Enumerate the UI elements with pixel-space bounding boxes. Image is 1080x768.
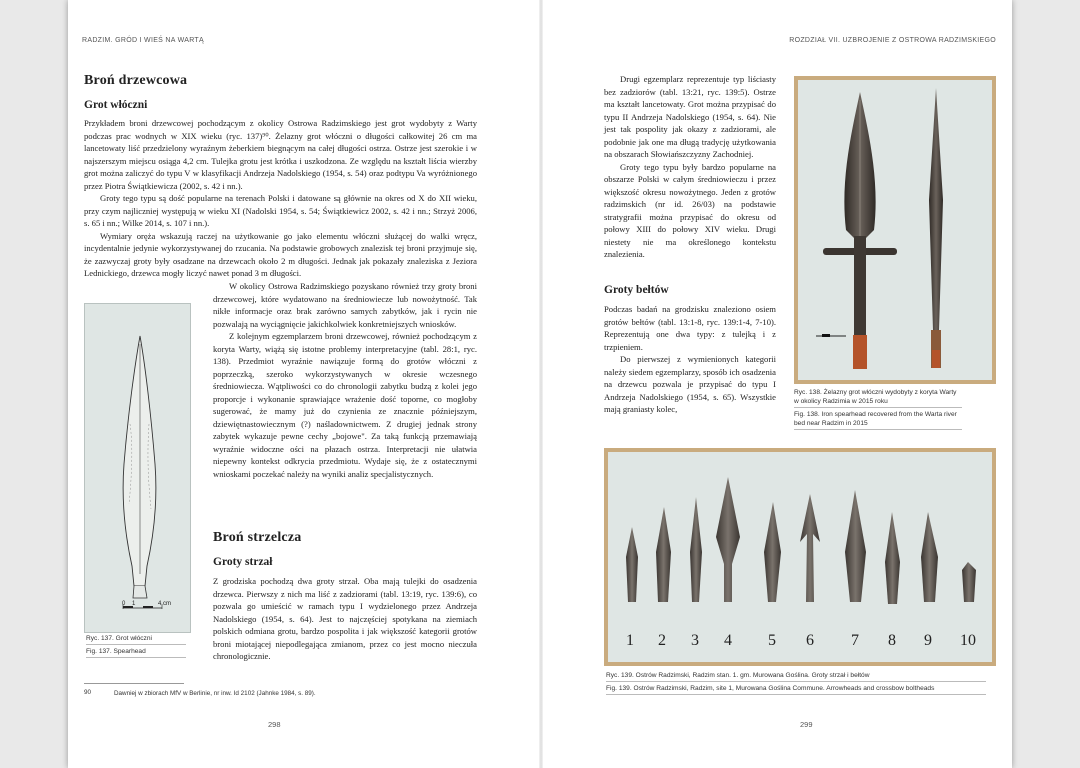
section2-title: Broń strzelcza [213,530,302,545]
paragraph: Groty tego typu były bardzo popularne na obszarze Polski w całym średniowieczu i przez większość okresu nowożytnego. Jeden z grotów radzimskich (nr id. 26/03) na podstawie stratygrafii można przypisać do okresu od połowy XIII do połowy XIV wieku. Drugi niestety nie ma określonego kontekstu znalezienia. [604,161,776,259]
arrowhead-number: 9 [924,632,932,649]
caption-en: Fig. 137. Spearhead [86,647,186,658]
paragraph: Drugi egzemplarz reprezentuje typ liściasty bez zadziorów (tabl. 13:21, ryc. 139:5). Ostrze ma kształt lancetowaty. Grot można przypisać do typu II Andrzeja Nadolskiego (1954, s. 64). Nie jest tak pospolity jak okazy z zadziorami, ale podobnie jak one ma długą tradycję użytkowania na obszarach Słowiańszczyzny Zachodniej. [604,74,776,159]
footnote-text: Dawniej w zbiorach MfV w Berlinie, nr inw. Id 2102 (Jahnke 1984, s. 89). [114,690,316,697]
scale-label-1: 1 [132,601,136,607]
spearhead-drawing [85,304,190,632]
book-spread [68,0,1012,768]
left-running-head: RADZIM. GRÓD I WIEŚ NA WARTĄ [82,37,204,44]
body-text-full [84,117,477,280]
caption-en: Fig. 139. Ostrów Radzimski, Radzim, site 1, Murowana Goślina Commune. Arrowheads and crossbow boltheads [606,684,986,695]
iron-spearhead-photo [798,80,992,380]
arrowhead-number: 5 [768,632,776,649]
body-text-belty [604,303,776,416]
subsection-title: Grot włóczni [84,99,148,111]
section-title: Broń drzewcowa [84,73,188,88]
arrowhead-number: 6 [806,632,814,649]
caption-en: Fig. 138. Iron spearhead recovered from the Warta river bed near Radzim in 2015 [794,410,962,430]
body-text-column [213,280,477,480]
arrowhead-number: 4 [724,632,732,649]
arrowhead-number: 10 [960,632,976,649]
subsection2-title: Groty strzał [213,556,273,568]
arrowhead-number: 1 [626,632,634,649]
figure-137-caption [86,634,186,660]
caption-pl: Ryc. 137. Grot włóczni [86,634,186,645]
footnote-rule [84,683,184,684]
paragraph: Do pierwszej z wymienionych kategorii należy siedem egzemplarzy, sposób ich osadzenia na drzewcu pozwala je przypisać do typu I Andrzeja Nadolskiego (1954, s. 65). Wszystkie mają graniasty kolec, [604,354,776,414]
footnote-mark: 90 [84,689,92,696]
paragraph: Podczas badań na grodzisku znaleziono osiem grotów bełtów (tabl. 13:1-8, ryc. 139:1-4, 7-10). Reprezentują one dwa typy: z tulejką i z trzpieniem. [604,304,776,352]
page-number-right: 299 [800,720,813,729]
page-number-left: 298 [268,720,281,729]
paragraph: Groty tego typu są dość popularne na terenach Polski i datowane są głównie na okres od X do XII wieku, przy czym najliczniej występują w wieku XI (Nadolski 1954, s. 54; Świątkiewicz 2002, s. 42 i nn.; Strzyż 2006, s. 65 i nn.; Wilke 2014, s. 107 i nn.). [84,193,477,228]
right-running-head: ROZDZIAŁ VII. UZBROJENIE Z OSTROWA RADZIMSKIEGO [789,37,996,44]
paragraph: Przykładem broni drzewcowej pochodzącym z okolicy Ostrowa Radzimskiego jest grot wydobyty z Warty podczas prac wodnych w XIX wieku (ryc. 137)⁹⁰. Żelazny grot włóczni o długości całkowitej 26 cm ma lancetowaty liść przedzielony wyraźnym żeberkiem biegnącym na całej długości ostrza. Ostrze jest szerokie i w najszerszym miejscu osiąga 4,2 cm. Tulejka grotu jest krótka i uszkodzona. Ze względu na kształt liścia wierzby grot można zaliczyć do typu V w klasyfikacji Andrzeja Nadolskiego (1954, s. 54) oraz podtypu Va wyróżnionego przez Piotra Świątkiewicza (2002, s. 42 i nn.). [84,118,477,191]
figure-137-drawing [84,303,191,633]
right-page [540,0,1012,768]
body-text-arrows [213,575,477,663]
left-page [68,0,540,768]
figure-138-caption [794,388,962,432]
arrowhead-number: 8 [888,632,896,649]
paragraph: Wymiary oręża wskazują raczej na użytkowanie go jako elementu włóczni służącej do walki wręcz, incydentalnie jedynie wykorzystywanej do rzucania. Na podstawie grobowych znalezisk tej broni przyjmuje się, że zazwyczaj groty były osadzane na drzewcach około 2 m długości. Jednak jak pokazały znaleziska z Jeziora Lednickiego, drzewca mogły liczyć nawet ponad 3 m długości. [84,230,477,278]
caption-pl: Ryc. 138. Żelazny grot włóczni wydobyty z koryta Warty w okolicy Radzimia w 2015 roku [794,388,962,408]
figure-138-photo [794,76,996,384]
figure-139-photo [604,448,996,666]
arrowhead-number: 3 [691,632,699,649]
scale-label-0: 0 [122,601,126,607]
arrowhead-number: 2 [658,632,666,649]
scale-label-4cm: 4 cm [158,601,172,607]
subsection-title-belty: Groty bełtów [604,284,669,296]
paragraph: Z grodziska pochodzą dwa groty strzał. Oba mają tulejki do osadzenia drzewca. Pierwszy z nich ma liść z zadziorami (tabl. 13:19, ryc. 139:6), co pozwala go umieścić w ramach typu I wydzielonego przez Andrzeja Nadolskiego (1954, s. 64). Jest to najczęściej spotykana na ziemiach polskich odmiana grotu, bardzo pospolita i jak większość kategorii grotów broni miotającej niepodlegająca zmianom, przez co jest mocno nieczuła chronologicznie. [213,576,477,661]
arrowhead-number: 7 [851,632,859,649]
figure-139-caption [606,671,986,697]
body-text-top [604,73,776,261]
paragraph: W okolicy Ostrowa Radzimskiego pozyskano również trzy groty broni drzewcowej, które wydatowano na średniowiecze lub nowożytność. Tak nikłe informacje oraz brak zarówno samych zabytków, jak i rycin nie pozwalają na wyciągnięcie jakichkolwiek konkretniejszych wniosków. [213,281,477,329]
arrowheads-photo [608,452,992,662]
caption-pl: Ryc. 139. Ostrów Radzimski, Radzim stan. 1. gm. Murowana Goślina. Groty strzał i bełtów [606,671,986,682]
paragraph: Z kolejnym egzemplarzem broni drzewcowej, również pochodzącym z koryta Warty, wiążą się istotne problemy interpretacyjne (tabl. 28:1, ryc. 138). Przedmiot wyraźnie nawiązuje formą do grotów włóczni z poprzeczką, szeroko wykorzystywanych w okresie wczesnego średniowiecza. Wątpliwości co do chronologii zabytku budzą z kolei jego proporcje i wykonanie sprawiające wrażenie dość toporne, co mogłoby sugerować, że mamy już do czynienia ze znacznie późniejszym, dziewiętnastowiecznym (?) naśladownictwem. Z drugiej jednak strony zabytek wykazuje pewne cechy „bojowe". Za taką funkcją przemawiają wyraźnie widoczne ości na płazach ostrza. Interpretacji nie ułatwia niepewny kontekst odkrycia przedmiotu. Wydaje się, że z ostatecznymi wnioskami poczekać należy na wyniki analiz specjalistycznych. [213,331,477,479]
